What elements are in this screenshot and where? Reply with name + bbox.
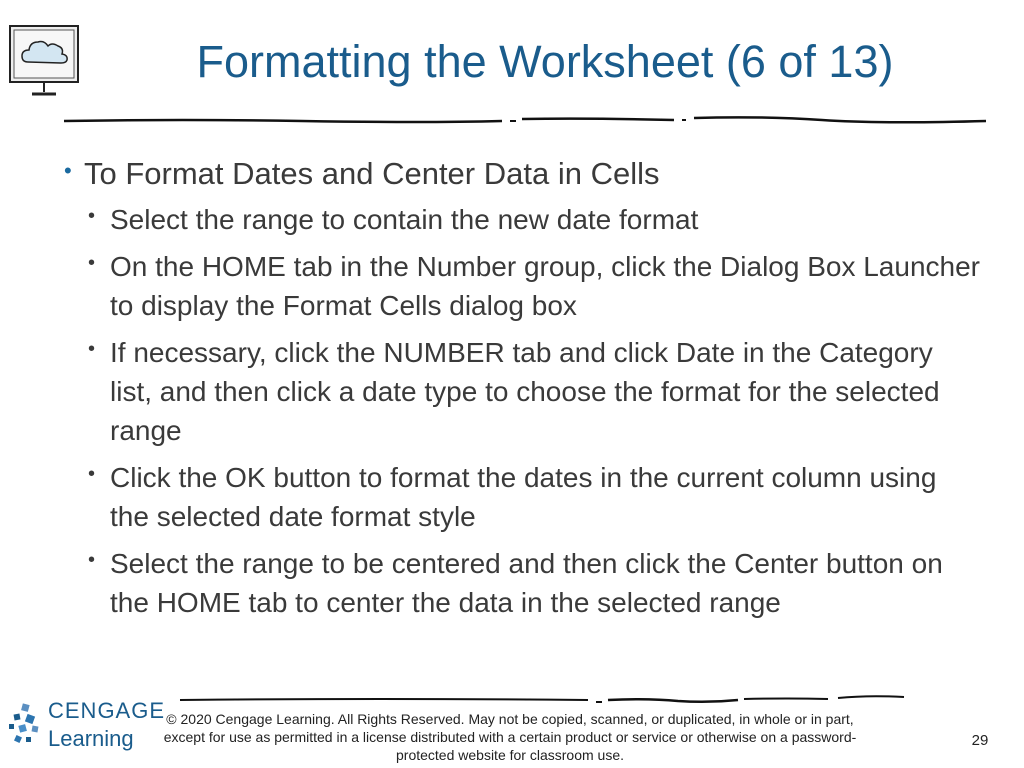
bullet-text: Select the range to be centered and then click the Center button on the HOME tab to center the data in the selected range — [110, 548, 943, 618]
bullet-level2 — [62, 544, 982, 622]
cengage-logo — [6, 698, 166, 758]
bullet-level2 — [62, 247, 982, 325]
bullet-level2 — [62, 458, 982, 536]
bullet-text: To Format Dates and Center Data in Cells — [84, 156, 660, 191]
bullet-dot-icon: • — [88, 549, 96, 571]
bullet-dot-icon: • — [88, 463, 96, 485]
cengage-wordmark: CENGAGE — [48, 698, 166, 723]
copyright-notice: © 2020 Cengage Learning. All Rights Reserved. May not be copied, scanned, or duplicated, in whole or in part, except for use as permitted in a license distributed with a certain product or service or otherwise on a password-protected website for classroom use. — [163, 711, 857, 763]
bullet-dot-icon: • — [64, 158, 72, 183]
bullet-dot-icon: • — [88, 252, 96, 274]
title-divider — [62, 112, 990, 130]
bullet-dot-icon: • — [88, 205, 96, 227]
cloud-computer-icon — [6, 24, 82, 104]
bullet-level2 — [62, 200, 982, 239]
bullet-text: Click the OK button to format the dates in the current column using the selected date format style — [110, 462, 937, 532]
page-number: 29 — [971, 732, 989, 749]
bullet-level1 — [62, 154, 982, 194]
bullet-text: If necessary, click the NUMBER tab and click Date in the Category list, and then click a date type to choose the format for the selected range — [110, 337, 940, 446]
footer-divider — [178, 690, 908, 708]
bullet-dot-icon: • — [88, 338, 96, 360]
bullet-text: Select the range to contain the new date format — [110, 204, 699, 235]
bullet-level2 — [62, 333, 982, 450]
slide-title: Formatting the Worksheet (6 of 13) — [196, 36, 894, 87]
bullet-text: On the HOME tab in the Number group, click the Dialog Box Launcher to display the Format Cells dialog box — [110, 251, 980, 321]
learning-wordmark: Learning — [48, 726, 134, 751]
slide-content — [62, 154, 982, 630]
cengage-mark-icon — [6, 702, 46, 752]
